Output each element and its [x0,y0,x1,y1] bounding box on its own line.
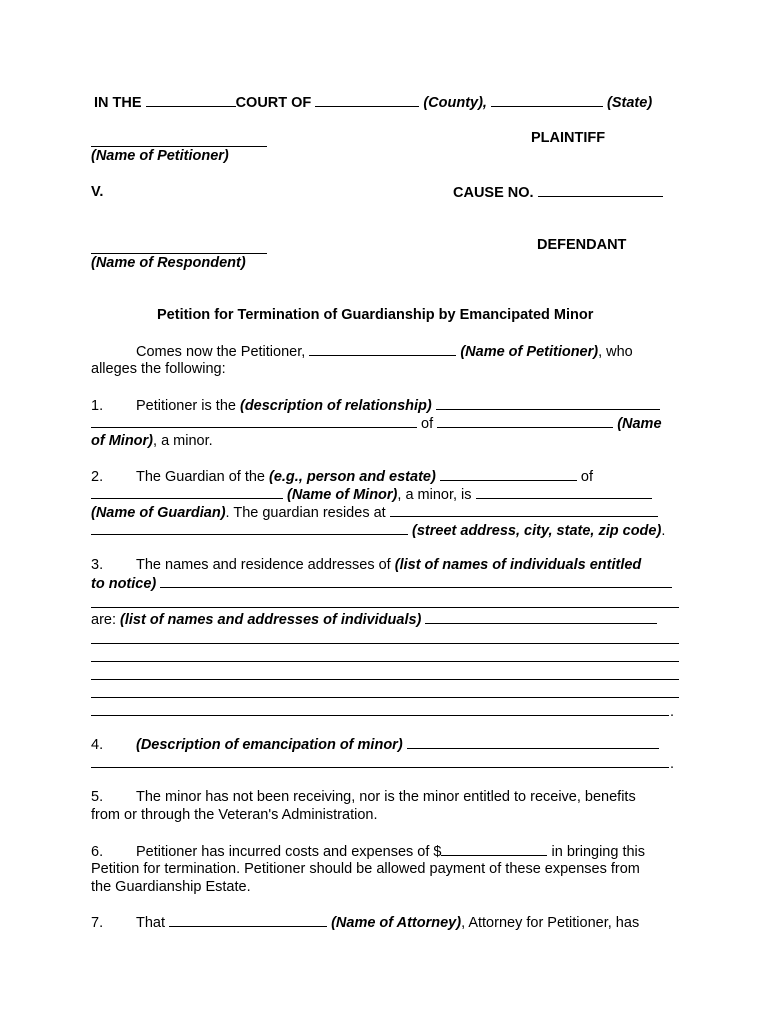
p3-blank-4 [91,643,679,644]
p3-line-2 [91,574,672,593]
p6-line-2: Petition for termination. Petitioner should be allowed payment of these expenses from [91,861,640,877]
p2-a-minor-is: , a minor, is [397,487,472,503]
respondent-name-label: (Name of Respondent) [91,255,246,271]
p3-list-label: (list of names of individuals entitled [394,557,642,573]
state-label: (State) [607,95,653,111]
p5-number: 5. [91,789,104,805]
p5-text-1: The minor has not been receiving, nor is the minor entitled to receive, benefits [136,789,636,805]
county-blank [315,93,419,107]
cause-no-line [453,183,663,202]
document-title: Petition for Termination of Guardianship by Emancipated Minor [157,307,594,323]
intro-line-1 [136,342,633,361]
p4-blank-2 [91,767,669,768]
intro-who: , who [598,344,633,360]
in-the-label: IN THE [94,95,142,111]
p1-number: 1. [91,398,104,414]
p4-desc-label: (Description of emancipation of minor) [136,737,403,753]
p4-number: 4. [91,737,104,753]
p2-blank-5 [91,521,408,535]
p6-text-b: in bringing this [551,844,646,860]
p2-blank-3 [476,485,652,499]
intro-text: Comes now the Petitioner, [136,344,306,360]
p3-notice-label: to notice) [91,576,157,592]
court-blank [146,93,236,107]
p2-minor-label: (Name of Minor) [287,487,398,503]
p3-blank-7 [91,697,679,698]
p6-line-1 [91,842,645,861]
p2-line-4 [91,521,665,540]
p5-line-1 [91,788,636,806]
p3-list2-label: (list of names and addresses of individuals) [120,612,422,628]
p7-attorney-blank [169,913,327,927]
p2-blank-4 [390,503,658,517]
p2-line-2 [91,485,652,504]
p3-period: . [670,704,675,720]
intro-line-2: alleges the following: [91,361,226,377]
state-blank [491,93,603,107]
p3-text: The names and residence addresses of [136,557,391,573]
p1-blank-2 [91,414,417,428]
p7-text-b: , Attorney for Petitioner, has [461,915,640,931]
p1-of: of [421,416,434,432]
p1-text: Petitioner is the [136,398,236,414]
p2-blank-2 [91,485,283,499]
court-of-label: COURT OF [235,95,312,111]
p2-text: The Guardian of the [136,469,265,485]
p3-blank-1 [160,574,672,588]
caption-line [94,93,652,112]
p1-line-2 [91,414,662,433]
p4-blank-1 [407,735,659,749]
defendant-label: DEFENDANT [537,237,627,253]
p7-line-1 [91,913,639,932]
p1-relationship-label: (description of relationship) [239,398,432,414]
p3-blank-5 [91,661,679,662]
p1-of-minor-label: of Minor) [91,433,154,449]
p2-guardian-label: (Name of Guardian) [91,505,226,521]
intro-petitioner-blank [309,342,456,356]
p3-line-1 [91,556,641,574]
p5-line-2: from or through the Veteran's Administration. [91,807,378,823]
petitioner-name-label: (Name of Petitioner) [91,148,229,164]
p3-number: 3. [91,557,104,573]
p6-line-3: the Guardianship Estate. [91,879,251,895]
p2-period: . [661,523,666,539]
p6-text-a: Petitioner has incurred costs and expenses of $ [136,844,442,860]
p1-line-3 [91,432,213,450]
p2-of: of [580,469,593,485]
p3-line-4 [91,610,657,629]
p2-number: 2. [91,469,104,485]
p2-street-label: (street address, city, state, zip code) [412,523,662,539]
p7-attorney-label: (Name of Attorney) [331,915,462,931]
cause-no-label: CAUSE NO. [453,185,534,201]
p1-relationship-blank [436,396,660,410]
p2-eg-label: (e.g., person and estate) [269,469,436,485]
p4-period: . [670,756,675,772]
cause-no-blank [538,183,663,197]
p1-blank-3 [437,414,613,428]
plaintiff-label: PLAINTIFF [531,130,606,146]
p6-amount-blank [441,842,547,856]
p1-name-label: (Name [617,416,662,432]
p6-number: 6. [91,844,104,860]
p1-a-minor: , a minor. [153,433,213,449]
p1-line-1 [91,396,660,415]
p3-blank-8 [91,715,669,716]
county-label: (County), [423,95,487,111]
p7-number: 7. [91,915,104,931]
p2-blank-1 [440,467,577,481]
p3-blank-6 [91,679,679,680]
p3-blank-2 [91,607,679,608]
p2-resides: . The guardian resides at [225,505,386,521]
versus-label: V. [91,184,104,200]
p3-are: are: [91,612,116,628]
p2-line-3 [91,503,658,522]
intro-petitioner-label: (Name of Petitioner) [460,344,599,360]
p7-text-a: That [136,915,166,931]
p4-line-1 [91,735,659,754]
p3-blank-3 [425,610,657,624]
p2-line-1 [91,467,593,486]
